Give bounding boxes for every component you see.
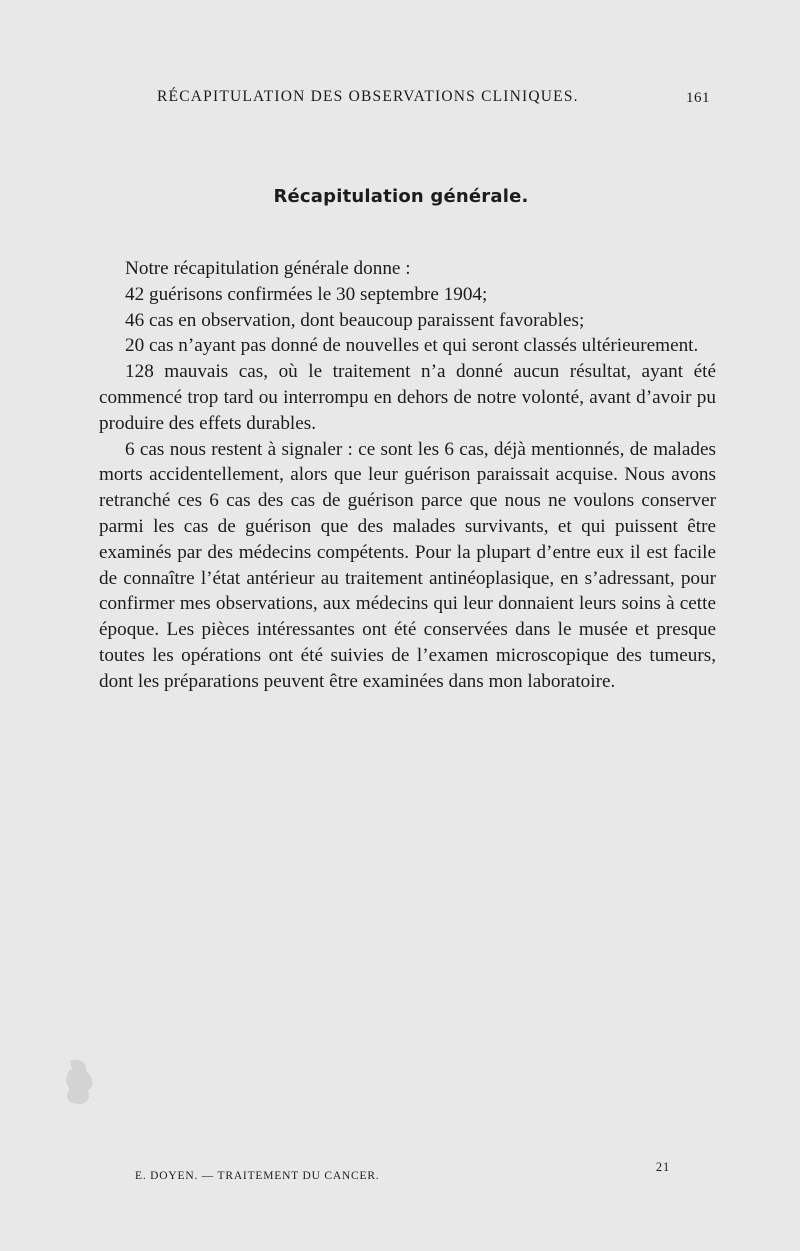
sheet-number: 21 xyxy=(655,1160,670,1174)
footer-signature: E. DOYEN. — TRAITEMENT DU CANCER. xyxy=(135,1170,380,1182)
paragraph-deaths: 6 cas nous restent à signaler : ce sont les 6 cas, déjà mentionnés, de malades morts accidentellement, alors que leur guérison paraissait acquise. Nous avons retranché ces 6 cas des cas de guérison parce que nous ne voulons conserver parmi les cas de guérison que des malades survivants, et qui puissent être examinés par des médecins compétents. Pour la plupart d’entre eux il est facile de connaître l’état antérieur au traitement antinéoplasique, en s’adressant, pour confirmer mes observations, aux médecins qui leur donnaient leurs soins à cette époque. Les pièces intéressantes ont été conservées dans le musée et presque toutes les opérations ont été suivies de l’examen microscopique des tumeurs, dont les préparations peuvent être examinées dans mon laboratoire. xyxy=(99,438,716,692)
paragraph-no-news: 20 cas n’ayant pas donné de nouvelles et qui seront classés ultérieurement. xyxy=(125,335,699,357)
paragraph-under-observation: 46 cas en observation, dont beaucoup paraissent favorables; xyxy=(125,309,585,331)
running-head-title: RÉCAPITULATION DES OBSERVATIONS CLINIQUES. xyxy=(157,88,579,105)
section-heading: Récapitulation générale. xyxy=(273,186,529,207)
paragraph-intro: Notre récapitulation générale donne : xyxy=(125,258,411,279)
body-text xyxy=(99,256,716,695)
page-number: 161 xyxy=(686,90,710,106)
paragraph-confirmed-cures: 42 guérisons confirmées le 30 septembre 1904; xyxy=(125,283,488,305)
paragraph-bad-cases: 128 mauvais cas, où le traitement n’a donné aucun résultat, ayant été commencé trop tard ou interrompu en dehors de notre volonté, avant d’avoir pu produire des effets durables. xyxy=(99,361,716,434)
paper-stain-decoration xyxy=(62,1055,102,1110)
